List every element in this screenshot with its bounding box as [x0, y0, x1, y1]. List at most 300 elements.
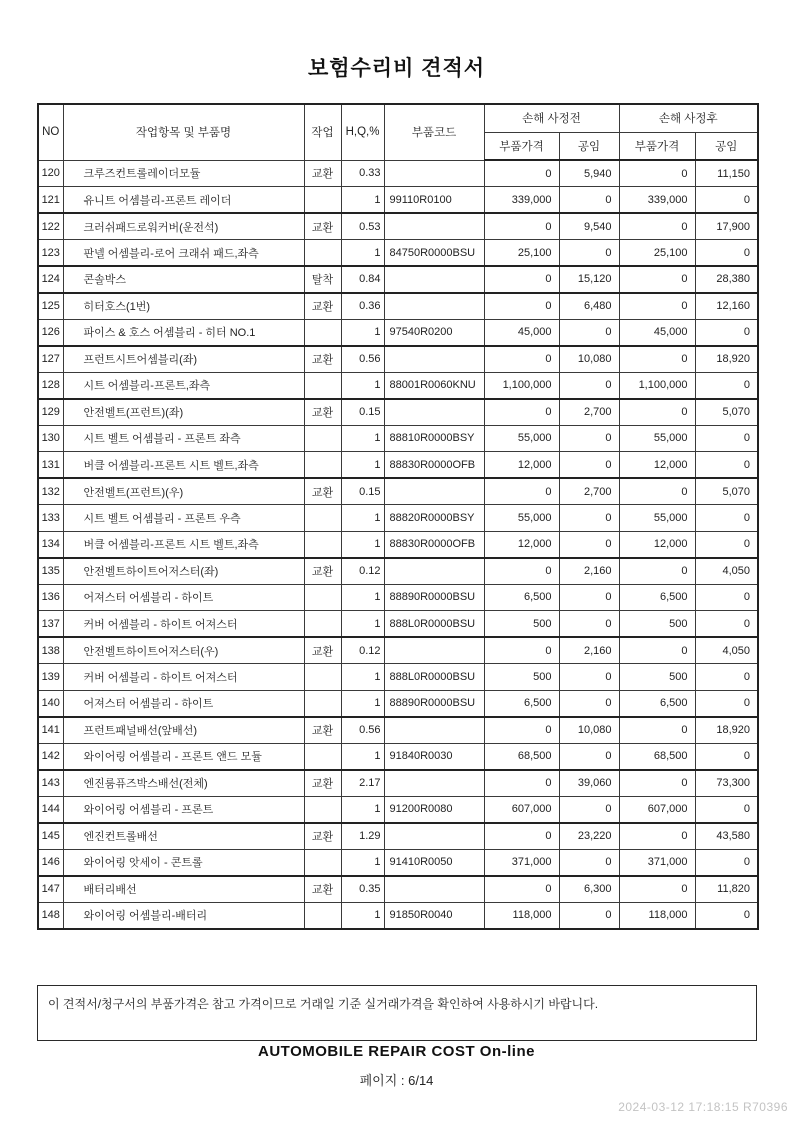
table-row [38, 531, 758, 558]
footer-brand: AUTOMOBILE REPAIR COST On-line [258, 1043, 535, 1060]
cell-part-price-after: 500 [619, 611, 695, 638]
footer-page-number: 페이지 : 6/14 [359, 1073, 434, 1088]
cell-labor-before: 23,220 [559, 823, 619, 850]
cell-part-code: 91850R0040 [384, 902, 484, 929]
cell-labor-before: 0 [559, 584, 619, 611]
cell-no: 147 [38, 876, 63, 903]
cell-labor-before: 39,060 [559, 770, 619, 797]
cell-labor-after: 18,920 [695, 346, 758, 373]
cell-labor-after: 0 [695, 611, 758, 638]
cell-labor-after: 18,920 [695, 717, 758, 744]
cell-labor-after: 0 [695, 531, 758, 558]
cell-labor-after: 0 [695, 796, 758, 823]
cell-part-price-after: 500 [619, 664, 695, 691]
table-row [38, 213, 758, 240]
cell-hq: 1 [341, 240, 384, 267]
cell-work-type: 교환 [304, 770, 341, 797]
table-row [38, 902, 758, 929]
cell-item-name: 안전벨트하이트어저스터(좌) [63, 558, 304, 585]
cell-part-code [384, 558, 484, 585]
cell-part-price-after: 55,000 [619, 425, 695, 452]
table-row [38, 399, 758, 426]
cell-part-price-after: 55,000 [619, 505, 695, 532]
cell-work-type [304, 584, 341, 611]
cell-part-code [384, 346, 484, 373]
cell-work-type: 교환 [304, 160, 341, 187]
cell-work-type [304, 187, 341, 214]
cell-part-code: 99110R0100 [384, 187, 484, 214]
cell-part-code: 91840R0030 [384, 743, 484, 770]
table-row [38, 346, 758, 373]
notice-text: 이 견적서/청구서의 부품가격은 참고 가격이므로 거래일 기준 실거래가격을 확인하여 사용하시기 바랍니다. [48, 997, 599, 1011]
cell-part-price-before: 6,500 [484, 690, 559, 717]
cell-labor-before: 5,940 [559, 160, 619, 187]
cell-part-price-after: 371,000 [619, 849, 695, 876]
cell-part-price-before: 12,000 [484, 531, 559, 558]
table-row [38, 849, 758, 876]
cell-work-type: 교환 [304, 876, 341, 903]
cell-labor-before: 2,700 [559, 399, 619, 426]
cell-work-type [304, 240, 341, 267]
table-row [38, 770, 758, 797]
cell-item-name: 크루즈컨트롤레이더모듈 [63, 160, 304, 187]
cell-item-name: 프런트시트어셈블리(좌) [63, 346, 304, 373]
print-timestamp: 2024-03-12 17:18:15 R70396 [618, 1100, 788, 1114]
cell-labor-before: 0 [559, 531, 619, 558]
cell-work-type: 교환 [304, 478, 341, 505]
cell-no: 135 [38, 558, 63, 585]
cell-labor-before: 0 [559, 425, 619, 452]
cell-part-code: 888L0R0000BSU [384, 664, 484, 691]
cell-work-type [304, 611, 341, 638]
cell-hq: 0.56 [341, 717, 384, 744]
cell-part-price-before: 0 [484, 293, 559, 320]
header-before-assessment: 손해 사정전 [484, 104, 619, 132]
header-part-price-before: 부품가격 [484, 132, 559, 160]
header-labor-before: 공임 [559, 132, 619, 160]
cell-item-name: 시트 벨트 어셈블리 - 프론트 좌측 [63, 425, 304, 452]
cell-labor-after: 0 [695, 452, 758, 479]
cell-no: 148 [38, 902, 63, 929]
cell-item-name: 커버 어셈블리 - 하이트 어져스터 [63, 664, 304, 691]
cell-labor-after: 5,070 [695, 399, 758, 426]
cell-hq: 0.15 [341, 478, 384, 505]
cell-part-code: 888L0R0000BSU [384, 611, 484, 638]
table-row [38, 187, 758, 214]
cell-no: 120 [38, 160, 63, 187]
cell-part-code: 88830R0000OFB [384, 452, 484, 479]
cell-part-code [384, 770, 484, 797]
estimate-table-header [38, 104, 758, 160]
cell-labor-after: 0 [695, 187, 758, 214]
cell-hq: 1 [341, 187, 384, 214]
cell-part-price-before: 0 [484, 478, 559, 505]
cell-part-price-after: 339,000 [619, 187, 695, 214]
cell-item-name: 유니트 어셈블리-프론트 레이더 [63, 187, 304, 214]
cell-labor-before: 0 [559, 240, 619, 267]
cell-work-type [304, 664, 341, 691]
cell-part-price-after: 0 [619, 346, 695, 373]
cell-part-price-after: 12,000 [619, 452, 695, 479]
cell-no: 123 [38, 240, 63, 267]
cell-labor-before: 10,080 [559, 346, 619, 373]
table-row [38, 240, 758, 267]
header-after-assessment: 손해 사정후 [619, 104, 758, 132]
cell-no: 126 [38, 319, 63, 346]
cell-part-code: 88830R0000OFB [384, 531, 484, 558]
cell-part-code [384, 478, 484, 505]
cell-item-name: 와이어링 앗세이 - 콘트롤 [63, 849, 304, 876]
cell-part-code: 88890R0000BSU [384, 584, 484, 611]
cell-no: 133 [38, 505, 63, 532]
cell-part-price-after: 0 [619, 160, 695, 187]
cell-work-type [304, 372, 341, 399]
cell-hq: 1 [341, 664, 384, 691]
cell-hq: 1 [341, 452, 384, 479]
cell-hq: 1 [341, 505, 384, 532]
cell-no: 136 [38, 584, 63, 611]
cell-part-price-before: 12,000 [484, 452, 559, 479]
cell-part-price-before: 55,000 [484, 425, 559, 452]
table-row [38, 796, 758, 823]
cell-part-price-after: 45,000 [619, 319, 695, 346]
cell-labor-after: 5,070 [695, 478, 758, 505]
cell-part-price-after: 607,000 [619, 796, 695, 823]
table-row [38, 584, 758, 611]
cell-labor-after: 0 [695, 849, 758, 876]
cell-labor-before: 0 [559, 690, 619, 717]
cell-labor-after: 0 [695, 690, 758, 717]
cell-hq: 0.12 [341, 637, 384, 664]
cell-labor-before: 0 [559, 372, 619, 399]
cell-item-name: 버클 어셈블리-프론트 시트 벨트,좌측 [63, 531, 304, 558]
cell-item-name: 안전벨트하이트어저스터(우) [63, 637, 304, 664]
cell-labor-after: 0 [695, 372, 758, 399]
cell-part-code: 91410R0050 [384, 849, 484, 876]
cell-labor-after: 73,300 [695, 770, 758, 797]
estimate-table-body [38, 160, 758, 929]
cell-part-code: 88820R0000BSY [384, 505, 484, 532]
cell-item-name: 시트 어셈블리-프론트,좌측 [63, 372, 304, 399]
cell-labor-after: 17,900 [695, 213, 758, 240]
cell-no: 124 [38, 266, 63, 293]
cell-labor-after: 0 [695, 319, 758, 346]
cell-no: 128 [38, 372, 63, 399]
cell-hq: 1 [341, 531, 384, 558]
cell-item-name: 와이어링 어셈블리 - 프론트 [63, 796, 304, 823]
table-row [38, 876, 758, 903]
cell-work-type: 교환 [304, 637, 341, 664]
cell-part-price-before: 0 [484, 823, 559, 850]
cell-work-type: 교환 [304, 717, 341, 744]
cell-no: 141 [38, 717, 63, 744]
cell-labor-after: 0 [695, 240, 758, 267]
cell-labor-after: 0 [695, 505, 758, 532]
cell-no: 131 [38, 452, 63, 479]
table-row [38, 372, 758, 399]
cell-hq: 1 [341, 611, 384, 638]
table-row [38, 319, 758, 346]
cell-no: 134 [38, 531, 63, 558]
cell-work-type [304, 743, 341, 770]
cell-hq: 1 [341, 690, 384, 717]
cell-part-price-after: 0 [619, 823, 695, 850]
cell-part-price-after: 0 [619, 637, 695, 664]
cell-part-code [384, 637, 484, 664]
cell-part-code [384, 293, 484, 320]
cell-labor-after: 43,580 [695, 823, 758, 850]
table-row [38, 664, 758, 691]
cell-no: 146 [38, 849, 63, 876]
header-work: 작업 [304, 104, 341, 160]
cell-labor-before: 2,160 [559, 637, 619, 664]
cell-part-price-before: 500 [484, 664, 559, 691]
cell-hq: 0.53 [341, 213, 384, 240]
cell-hq: 0.15 [341, 399, 384, 426]
cell-labor-before: 0 [559, 319, 619, 346]
cell-part-price-before: 0 [484, 770, 559, 797]
cell-labor-before: 6,300 [559, 876, 619, 903]
cell-hq: 0.33 [341, 160, 384, 187]
cell-labor-before: 0 [559, 902, 619, 929]
notice-box [37, 985, 757, 1041]
cell-no: 122 [38, 213, 63, 240]
cell-item-name: 어져스터 어셈블리 - 하이트 [63, 690, 304, 717]
table-row [38, 823, 758, 850]
cell-part-price-before: 371,000 [484, 849, 559, 876]
cell-part-price-after: 0 [619, 293, 695, 320]
cell-part-code [384, 399, 484, 426]
cell-labor-before: 0 [559, 796, 619, 823]
cell-hq: 0.35 [341, 876, 384, 903]
cell-hq: 1.29 [341, 823, 384, 850]
cell-item-name: 안전벨트(프런트)(우) [63, 478, 304, 505]
cell-part-price-after: 12,000 [619, 531, 695, 558]
cell-no: 145 [38, 823, 63, 850]
cell-part-price-after: 0 [619, 876, 695, 903]
table-row [38, 160, 758, 187]
cell-part-price-before: 500 [484, 611, 559, 638]
cell-part-price-after: 0 [619, 770, 695, 797]
cell-work-type [304, 902, 341, 929]
cell-item-name: 파이스 & 호스 어셈블리 - 히터 NO.1 [63, 319, 304, 346]
cell-part-price-after: 0 [619, 558, 695, 585]
cell-work-type: 교환 [304, 823, 341, 850]
cell-part-price-before: 1,100,000 [484, 372, 559, 399]
cell-labor-after: 12,160 [695, 293, 758, 320]
cell-part-code [384, 213, 484, 240]
cell-part-price-before: 118,000 [484, 902, 559, 929]
cell-part-price-after: 1,100,000 [619, 372, 695, 399]
cell-labor-after: 4,050 [695, 637, 758, 664]
cell-item-name: 커버 어셈블리 - 하이트 어져스터 [63, 611, 304, 638]
cell-item-name: 엔진룸퓨즈박스배선(전체) [63, 770, 304, 797]
cell-part-price-before: 25,100 [484, 240, 559, 267]
cell-work-type [304, 849, 341, 876]
cell-labor-after: 11,820 [695, 876, 758, 903]
cell-item-name: 콘솔박스 [63, 266, 304, 293]
cell-part-price-before: 0 [484, 637, 559, 664]
cell-part-price-before: 68,500 [484, 743, 559, 770]
cell-part-code [384, 823, 484, 850]
estimate-table [37, 103, 759, 930]
cell-hq: 0.84 [341, 266, 384, 293]
table-row [38, 690, 758, 717]
cell-item-name: 안전벨트(프런트)(좌) [63, 399, 304, 426]
cell-hq: 2.17 [341, 770, 384, 797]
cell-item-name: 와이어링 어셈블리 - 프론트 앤드 모듈 [63, 743, 304, 770]
cell-work-type [304, 425, 341, 452]
table-row [38, 717, 758, 744]
cell-hq: 1 [341, 902, 384, 929]
cell-part-price-before: 339,000 [484, 187, 559, 214]
cell-part-price-after: 0 [619, 266, 695, 293]
cell-work-type [304, 531, 341, 558]
cell-work-type [304, 319, 341, 346]
table-row [38, 452, 758, 479]
cell-part-price-after: 0 [619, 399, 695, 426]
cell-part-price-after: 118,000 [619, 902, 695, 929]
cell-no: 138 [38, 637, 63, 664]
cell-labor-before: 0 [559, 452, 619, 479]
cell-part-price-before: 607,000 [484, 796, 559, 823]
cell-hq: 0.12 [341, 558, 384, 585]
table-row [38, 505, 758, 532]
cell-part-price-before: 45,000 [484, 319, 559, 346]
cell-item-name: 판넬 어셈블리-로어 크래쉬 패드,좌측 [63, 240, 304, 267]
cell-no: 140 [38, 690, 63, 717]
cell-work-type [304, 452, 341, 479]
cell-hq: 1 [341, 849, 384, 876]
cell-item-name: 엔진컨트롤배선 [63, 823, 304, 850]
cell-no: 130 [38, 425, 63, 452]
cell-hq: 1 [341, 319, 384, 346]
cell-hq: 0.56 [341, 346, 384, 373]
cell-part-price-before: 0 [484, 717, 559, 744]
cell-labor-before: 0 [559, 664, 619, 691]
cell-labor-before: 0 [559, 505, 619, 532]
cell-item-name: 크러쉬패드로워커버(운전석) [63, 213, 304, 240]
cell-labor-after: 4,050 [695, 558, 758, 585]
table-row [38, 266, 758, 293]
cell-no: 137 [38, 611, 63, 638]
table-row [38, 425, 758, 452]
cell-work-type: 교환 [304, 558, 341, 585]
header-labor-after: 공임 [695, 132, 758, 160]
cell-hq: 0.36 [341, 293, 384, 320]
cell-part-price-before: 0 [484, 876, 559, 903]
cell-part-code [384, 266, 484, 293]
cell-no: 142 [38, 743, 63, 770]
cell-part-price-before: 0 [484, 266, 559, 293]
cell-part-code [384, 717, 484, 744]
cell-part-code: 91200R0080 [384, 796, 484, 823]
cell-item-name: 프런트패널배선(앞배선) [63, 717, 304, 744]
cell-part-price-before: 55,000 [484, 505, 559, 532]
cell-no: 127 [38, 346, 63, 373]
cell-work-type: 교환 [304, 346, 341, 373]
table-row [38, 558, 758, 585]
cell-part-code [384, 876, 484, 903]
table-row [38, 637, 758, 664]
cell-labor-before: 2,700 [559, 478, 619, 505]
cell-hq: 1 [341, 425, 384, 452]
cell-part-price-before: 0 [484, 399, 559, 426]
cell-work-type: 교환 [304, 399, 341, 426]
cell-part-code [384, 160, 484, 187]
cell-item-name: 시트 벨트 어셈블리 - 프론트 우측 [63, 505, 304, 532]
cell-part-price-after: 0 [619, 478, 695, 505]
cell-hq: 1 [341, 372, 384, 399]
cell-labor-before: 9,540 [559, 213, 619, 240]
cell-labor-after: 11,150 [695, 160, 758, 187]
header-item: 작업항목 및 부품명 [63, 104, 304, 160]
cell-part-price-before: 0 [484, 160, 559, 187]
cell-part-price-after: 0 [619, 717, 695, 744]
cell-work-type: 교환 [304, 293, 341, 320]
cell-item-name: 배터리배선 [63, 876, 304, 903]
cell-part-code: 97540R0200 [384, 319, 484, 346]
cell-part-price-before: 0 [484, 213, 559, 240]
header-part-code: 부품코드 [384, 104, 484, 160]
cell-labor-before: 2,160 [559, 558, 619, 585]
header-part-price-after: 부품가격 [619, 132, 695, 160]
cell-part-code: 88810R0000BSY [384, 425, 484, 452]
cell-part-code: 88001R0060KNU [384, 372, 484, 399]
cell-hq: 1 [341, 796, 384, 823]
cell-item-name: 와이어링 어셈블리-배터리 [63, 902, 304, 929]
cell-work-type: 교환 [304, 213, 341, 240]
cell-labor-before: 6,480 [559, 293, 619, 320]
cell-item-name: 버클 어셈블리-프론트 시트 벨트,좌측 [63, 452, 304, 479]
cell-labor-before: 0 [559, 611, 619, 638]
cell-work-type [304, 796, 341, 823]
cell-labor-before: 15,120 [559, 266, 619, 293]
cell-labor-after: 28,380 [695, 266, 758, 293]
cell-part-price-after: 6,500 [619, 690, 695, 717]
cell-no: 132 [38, 478, 63, 505]
cell-part-code: 88890R0000BSU [384, 690, 484, 717]
cell-hq: 1 [341, 743, 384, 770]
cell-no: 139 [38, 664, 63, 691]
cell-labor-after: 0 [695, 584, 758, 611]
cell-part-price-after: 6,500 [619, 584, 695, 611]
cell-no: 125 [38, 293, 63, 320]
cell-part-price-after: 68,500 [619, 743, 695, 770]
cell-labor-before: 0 [559, 743, 619, 770]
table-row [38, 743, 758, 770]
cell-part-price-after: 25,100 [619, 240, 695, 267]
cell-part-price-before: 0 [484, 346, 559, 373]
cell-item-name: 어져스터 어셈블리 - 하이트 [63, 584, 304, 611]
cell-no: 121 [38, 187, 63, 214]
cell-no: 144 [38, 796, 63, 823]
cell-labor-before: 0 [559, 187, 619, 214]
table-row [38, 611, 758, 638]
cell-work-type [304, 505, 341, 532]
cell-labor-after: 0 [695, 425, 758, 452]
cell-hq: 1 [341, 584, 384, 611]
cell-labor-before: 0 [559, 849, 619, 876]
cell-work-type: 탈착 [304, 266, 341, 293]
cell-labor-after: 0 [695, 902, 758, 929]
cell-work-type [304, 690, 341, 717]
cell-part-price-before: 6,500 [484, 584, 559, 611]
cell-no: 129 [38, 399, 63, 426]
page-title: 보험수리비 견적서 [307, 57, 486, 80]
cell-item-name: 히터호스(1번) [63, 293, 304, 320]
cell-no: 143 [38, 770, 63, 797]
